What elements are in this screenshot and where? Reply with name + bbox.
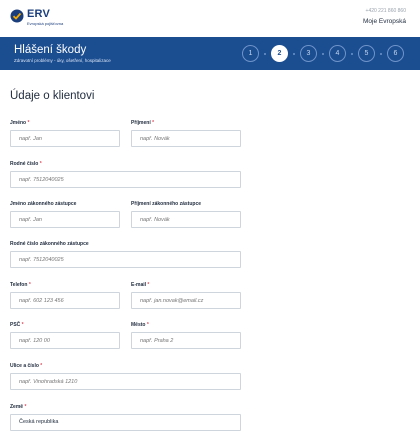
step-separator bbox=[351, 53, 353, 55]
brand-subtitle: Evropská pojišťovna bbox=[27, 21, 64, 26]
step-6[interactable]: 6 bbox=[387, 45, 404, 62]
step-separator bbox=[293, 53, 295, 55]
country-label: Země * bbox=[10, 404, 27, 410]
phone-number[interactable]: +420 221 860 860 bbox=[365, 8, 406, 14]
step-separator bbox=[380, 53, 382, 55]
last-name-input[interactable] bbox=[131, 130, 241, 147]
required-mark: * bbox=[146, 322, 149, 328]
step-3[interactable]: 3 bbox=[300, 45, 317, 62]
required-mark: * bbox=[39, 161, 42, 167]
required-mark: * bbox=[147, 282, 150, 288]
my-account-link[interactable]: Moje Evropská bbox=[363, 18, 406, 25]
page-title: Hlášení škody bbox=[14, 44, 87, 56]
city-label: Město * bbox=[131, 322, 149, 328]
contact-area bbox=[363, 8, 406, 25]
guardian-first-name-label: Jméno zákonného zástupce bbox=[10, 201, 77, 207]
city-input[interactable] bbox=[131, 332, 241, 349]
step-4[interactable]: 4 bbox=[329, 45, 346, 62]
birth-number-input[interactable] bbox=[10, 171, 241, 188]
step-separator bbox=[264, 53, 266, 55]
guardian-last-name-label: Příjmení zákonného zástupce bbox=[131, 201, 202, 207]
zip-label: PSČ * bbox=[10, 322, 24, 328]
required-mark: * bbox=[21, 322, 24, 328]
brand-name: ERV bbox=[27, 8, 51, 20]
required-mark: * bbox=[28, 282, 31, 288]
email-label: E-mail * bbox=[131, 282, 150, 288]
zip-input[interactable] bbox=[10, 332, 120, 349]
birth-number-label: Rodné číslo * bbox=[10, 161, 42, 167]
section-title: Údaje o klientovi bbox=[10, 90, 95, 102]
phone-label: Telefon * bbox=[10, 282, 31, 288]
street-label: Ulice a číslo * bbox=[10, 363, 43, 369]
first-name-label: Jméno * bbox=[10, 120, 30, 126]
guardian-first-name-input[interactable] bbox=[10, 211, 120, 228]
country-select[interactable]: Česká republika bbox=[10, 414, 241, 431]
last-name-label: Příjmení * bbox=[131, 120, 155, 126]
guardian-birth-number-input[interactable] bbox=[10, 251, 241, 268]
top-bar bbox=[0, 0, 420, 37]
step-5[interactable]: 5 bbox=[358, 45, 375, 62]
step-2-active[interactable]: 2 bbox=[271, 45, 288, 62]
erv-logo-icon bbox=[10, 9, 24, 23]
required-mark: * bbox=[24, 404, 27, 410]
first-name-input[interactable] bbox=[10, 130, 120, 147]
page-subtitle: Zdravotní problémy - úky, ošetření, hospitalizace bbox=[14, 58, 111, 63]
guardian-birth-number-label: Rodné číslo zákonného zástupce bbox=[10, 241, 89, 247]
required-mark: * bbox=[27, 120, 30, 126]
phone-input[interactable] bbox=[10, 292, 120, 309]
claim-header bbox=[0, 37, 420, 70]
step-1[interactable]: 1 bbox=[242, 45, 259, 62]
required-mark: * bbox=[152, 120, 155, 126]
guardian-last-name-input[interactable] bbox=[131, 211, 241, 228]
street-input[interactable] bbox=[10, 373, 241, 390]
required-mark: * bbox=[40, 363, 43, 369]
step-separator bbox=[322, 53, 324, 55]
erv-logo[interactable] bbox=[10, 7, 70, 29]
email-input[interactable] bbox=[131, 292, 241, 309]
